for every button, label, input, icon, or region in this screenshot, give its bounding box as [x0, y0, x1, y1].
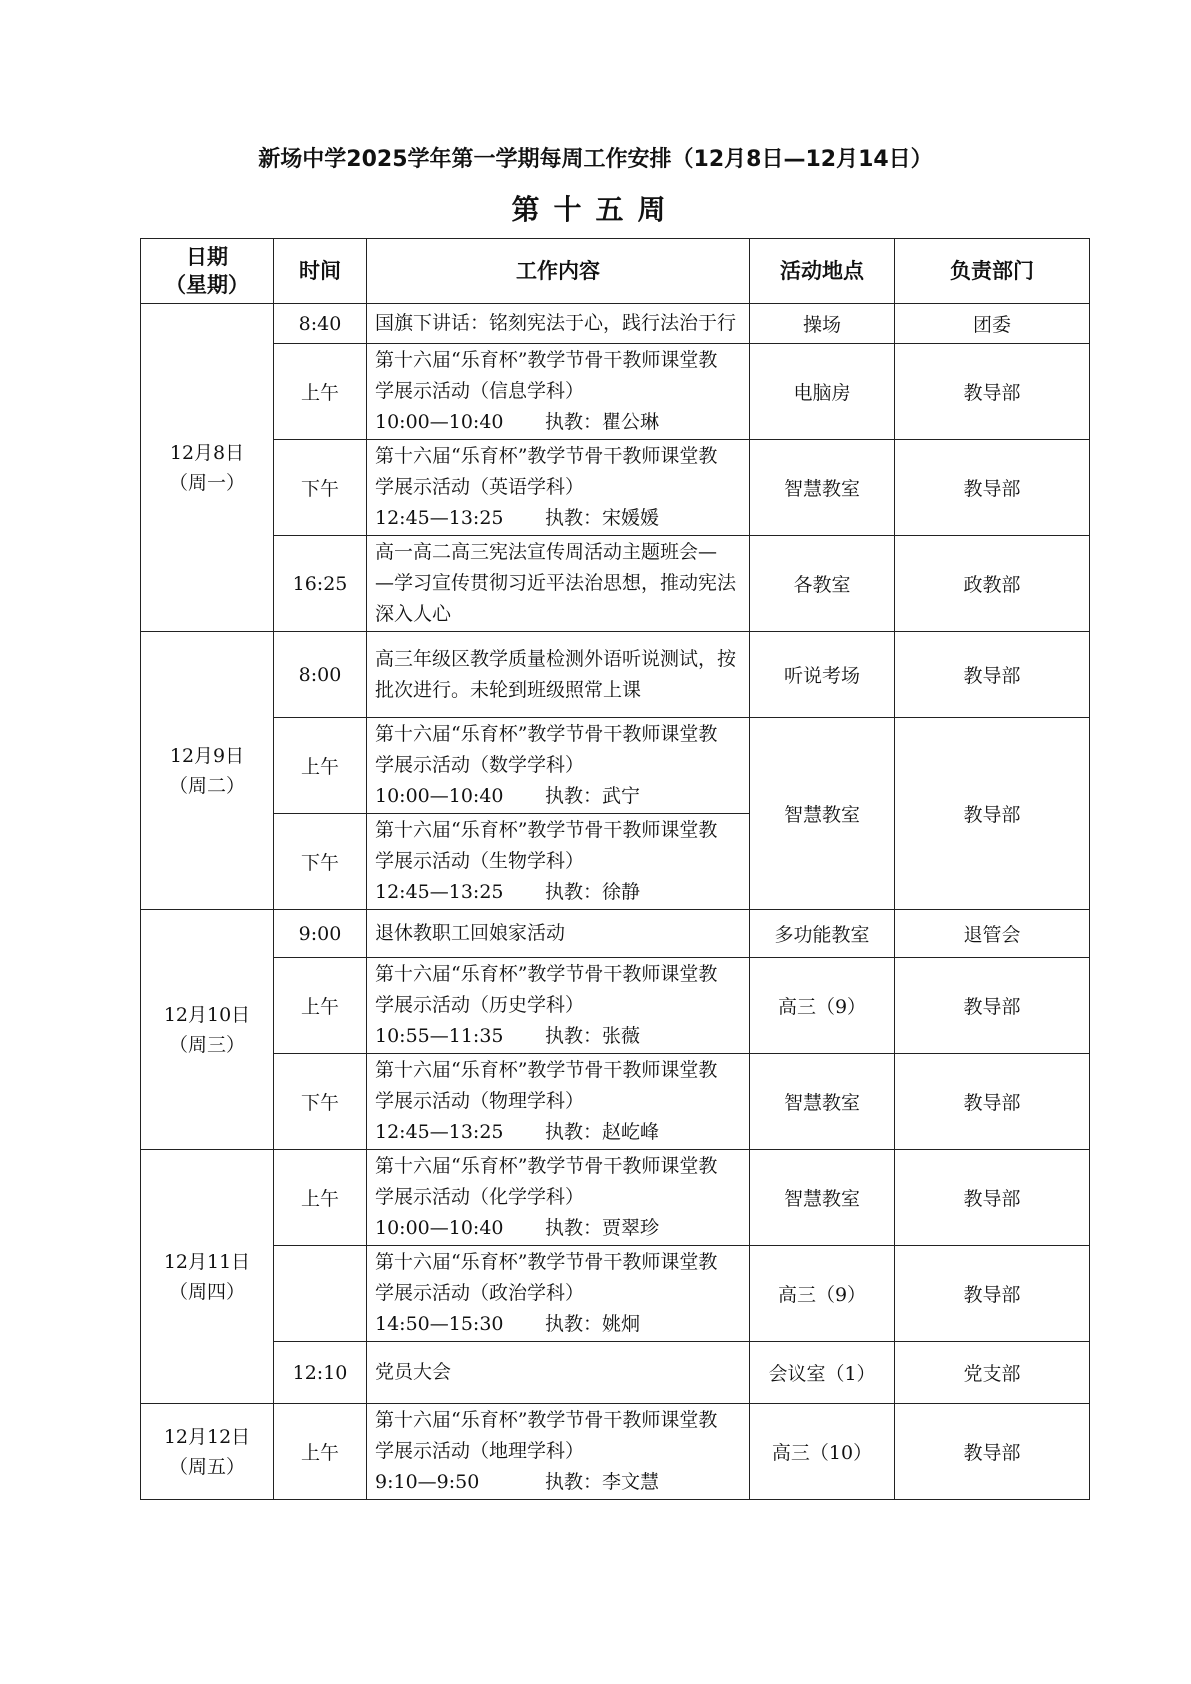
- table-row: [141, 1150, 1090, 1246]
- place-cell: 智慧教室: [750, 440, 895, 536]
- table-row: [141, 1246, 1090, 1342]
- content-line: 第十六届“乐育杯”教学节骨干教师课堂教: [375, 1251, 718, 1273]
- content-line: 学展示活动（化学学科）: [375, 1186, 585, 1208]
- content-line: 学展示活动（生物学科）: [375, 850, 585, 872]
- content-cell: [367, 1054, 750, 1150]
- content-cell: [367, 632, 750, 718]
- exec-line: [375, 1467, 741, 1498]
- header-content: 工作内容: [367, 239, 750, 304]
- content-line: 退休教职工回娘家活动: [375, 922, 566, 944]
- table-row: [141, 718, 1090, 814]
- exec-teacher: 执教：李文慧: [545, 1471, 660, 1493]
- place-cell: 智慧教室: [750, 1150, 895, 1246]
- content-cell: [367, 344, 750, 440]
- content-line: 学展示活动（地理学科）: [375, 1440, 585, 1462]
- date-text: 12月8日: [169, 441, 245, 464]
- place-cell: 高三（9）: [750, 1246, 895, 1342]
- exec-teacher: 执教：贾翠珍: [545, 1217, 660, 1239]
- content-cell: [367, 1246, 750, 1342]
- content-line: 党员大会: [375, 1361, 452, 1383]
- place-cell: 操场: [750, 304, 895, 344]
- header-date: [141, 239, 274, 304]
- content-line: 学展示活动（信息学科）: [375, 380, 585, 402]
- time-cell: 8:00: [274, 632, 367, 718]
- header-place: 活动地点: [750, 239, 895, 304]
- content-cell: [367, 814, 750, 910]
- exec-teacher: 执教：宋媛媛: [545, 507, 660, 529]
- place-cell: 多功能教室: [750, 910, 895, 958]
- exec-line: [375, 1021, 741, 1052]
- table-row: [141, 536, 1090, 632]
- exec-line: [375, 1117, 741, 1148]
- exec-time: 12:45—13:25: [375, 881, 504, 903]
- table-row: [141, 344, 1090, 440]
- content-line: 国旗下讲话：铭刻宪法于心，践行法治于行: [375, 312, 737, 334]
- dept-cell: 教导部: [895, 1054, 1090, 1150]
- content-line: 第十六届“乐育杯”教学节骨干教师课堂教: [375, 723, 718, 745]
- content-line: 高一高二高三宪法宣传周活动主题班会—: [375, 541, 718, 563]
- content-line: 第十六届“乐育杯”教学节骨干教师课堂教: [375, 1155, 718, 1177]
- content-line: 学展示活动（历史学科）: [375, 994, 585, 1016]
- table-row: [141, 958, 1090, 1054]
- table-row: [141, 304, 1090, 344]
- dept-cell: 教导部: [895, 718, 1090, 910]
- dept-cell: 党支部: [895, 1342, 1090, 1404]
- dept-cell: 教导部: [895, 1246, 1090, 1342]
- header-dept: 负责部门: [895, 239, 1090, 304]
- schedule-table: [140, 238, 1090, 1500]
- place-cell: 高三（9）: [750, 958, 895, 1054]
- exec-time: 14:50—15:30: [375, 1313, 504, 1335]
- exec-time: 10:00—10:40: [375, 411, 504, 433]
- exec-time: 10:00—10:40: [375, 1217, 504, 1239]
- exec-line: [375, 781, 741, 812]
- weekday-text: （周一）: [168, 471, 245, 494]
- date-cell: [141, 1150, 274, 1404]
- place-cell: 听说考场: [750, 632, 895, 718]
- content-line: 学展示活动（英语学科）: [375, 476, 585, 498]
- content-line: 第十六届“乐育杯”教学节骨干教师课堂教: [375, 349, 718, 371]
- content-line: 高三年级区教学质量检测外语听说测试，按: [375, 647, 737, 670]
- exec-teacher: 执教：姚炯: [545, 1313, 641, 1335]
- exec-time: 10:55—11:35: [375, 1025, 504, 1047]
- dept-cell: 教导部: [895, 1404, 1090, 1500]
- time-cell: 上午: [274, 958, 367, 1054]
- header-date-line2: （星期）: [165, 273, 249, 297]
- content-line: 第十六届“乐育杯”教学节骨干教师课堂教: [375, 819, 718, 841]
- place-cell: 智慧教室: [750, 718, 895, 910]
- weekday-text: （周四）: [168, 1280, 245, 1303]
- date-text: 12月9日: [169, 744, 245, 767]
- content-cell: [367, 958, 750, 1054]
- weekday-text: （周五）: [168, 1455, 245, 1478]
- time-cell: 上午: [274, 1404, 367, 1500]
- date-text: 12月12日: [163, 1425, 251, 1448]
- time-cell: [274, 1246, 367, 1342]
- table-row: [141, 1054, 1090, 1150]
- table-header-row: [141, 239, 1090, 304]
- content-line: 第十六届“乐育杯”教学节骨干教师课堂教: [375, 1409, 718, 1431]
- date-cell: [141, 632, 274, 910]
- exec-line: [375, 407, 741, 438]
- time-cell: 16:25: [274, 536, 367, 632]
- content-line: 学展示活动（物理学科）: [375, 1090, 585, 1112]
- content-line: 学展示活动（数学学科）: [375, 754, 585, 776]
- dept-cell: 政教部: [895, 536, 1090, 632]
- header-date-line1: 日期: [186, 245, 228, 269]
- time-cell: 12:10: [274, 1342, 367, 1404]
- exec-line: [375, 1213, 741, 1244]
- exec-line: [375, 877, 741, 908]
- dept-cell: 教导部: [895, 958, 1090, 1054]
- exec-time: 12:45—13:25: [375, 507, 504, 529]
- weekday-text: （周三）: [168, 1033, 245, 1056]
- date-cell: [141, 1404, 274, 1500]
- content-cell: [367, 1404, 750, 1500]
- content-cell: [367, 1150, 750, 1246]
- exec-teacher: 执教：武宁: [545, 785, 641, 807]
- table-row: [141, 632, 1090, 718]
- content-line: 深入人心: [375, 603, 452, 625]
- exec-teacher: 执教：瞿公琳: [545, 411, 660, 433]
- exec-line: [375, 503, 741, 534]
- date-text: 12月11日: [163, 1250, 251, 1273]
- content-cell: [367, 718, 750, 814]
- content-line: 第十六届“乐育杯”教学节骨干教师课堂教: [375, 963, 718, 985]
- place-cell: 高三（10）: [750, 1404, 895, 1500]
- time-cell: 9:00: [274, 910, 367, 958]
- content-line: 第十六届“乐育杯”教学节骨干教师课堂教: [375, 1059, 718, 1081]
- time-cell: 上午: [274, 718, 367, 814]
- table-row: [141, 440, 1090, 536]
- time-cell: 下午: [274, 440, 367, 536]
- dept-cell: 教导部: [895, 632, 1090, 718]
- exec-time: 12:45—13:25: [375, 1121, 504, 1143]
- content-cell: [367, 536, 750, 632]
- exec-time: 9:10—9:50: [375, 1471, 480, 1493]
- dept-cell: 退管会: [895, 910, 1090, 958]
- exec-line: [375, 1309, 741, 1340]
- place-cell: 各教室: [750, 536, 895, 632]
- dept-cell: 教导部: [895, 440, 1090, 536]
- content-cell: [367, 440, 750, 536]
- content-cell: [367, 1342, 750, 1404]
- table-row: [141, 1342, 1090, 1404]
- dept-cell: 团委: [895, 304, 1090, 344]
- time-cell: 下午: [274, 814, 367, 910]
- content-line: 学展示活动（政治学科）: [375, 1282, 585, 1304]
- time-cell: 上午: [274, 1150, 367, 1246]
- place-cell: 智慧教室: [750, 1054, 895, 1150]
- content-line: 第十六届“乐育杯”教学节骨干教师课堂教: [375, 445, 718, 467]
- date-cell: [141, 910, 274, 1150]
- dept-cell: 教导部: [895, 1150, 1090, 1246]
- content-cell: [367, 304, 750, 344]
- page-title: 新场中学2025学年第一学期每周工作安排（12月8日—12月14日）: [258, 147, 933, 172]
- exec-teacher: 执教：张薇: [545, 1025, 641, 1047]
- table-row: [141, 910, 1090, 958]
- exec-time: 10:00—10:40: [375, 785, 504, 807]
- date-text: 12月10日: [163, 1003, 251, 1026]
- content-cell: [367, 910, 750, 958]
- date-cell: [141, 304, 274, 632]
- content-line: 批次进行。未轮到班级照常上课: [375, 678, 642, 701]
- exec-teacher: 执教：赵屹峰: [545, 1121, 660, 1143]
- week-title: 第十五周: [511, 193, 680, 226]
- dept-cell: 教导部: [895, 344, 1090, 440]
- time-cell: 下午: [274, 1054, 367, 1150]
- place-cell: 会议室（1）: [750, 1342, 895, 1404]
- time-cell: 8:40: [274, 304, 367, 344]
- place-cell: 电脑房: [750, 344, 895, 440]
- header-time: 时间: [274, 239, 367, 304]
- exec-teacher: 执教：徐静: [545, 881, 641, 903]
- content-line: —学习宣传贯彻习近平法治思想，推动宪法: [375, 572, 737, 594]
- table-row: [141, 1404, 1090, 1500]
- weekday-text: （周二）: [168, 774, 245, 797]
- time-cell: 上午: [274, 344, 367, 440]
